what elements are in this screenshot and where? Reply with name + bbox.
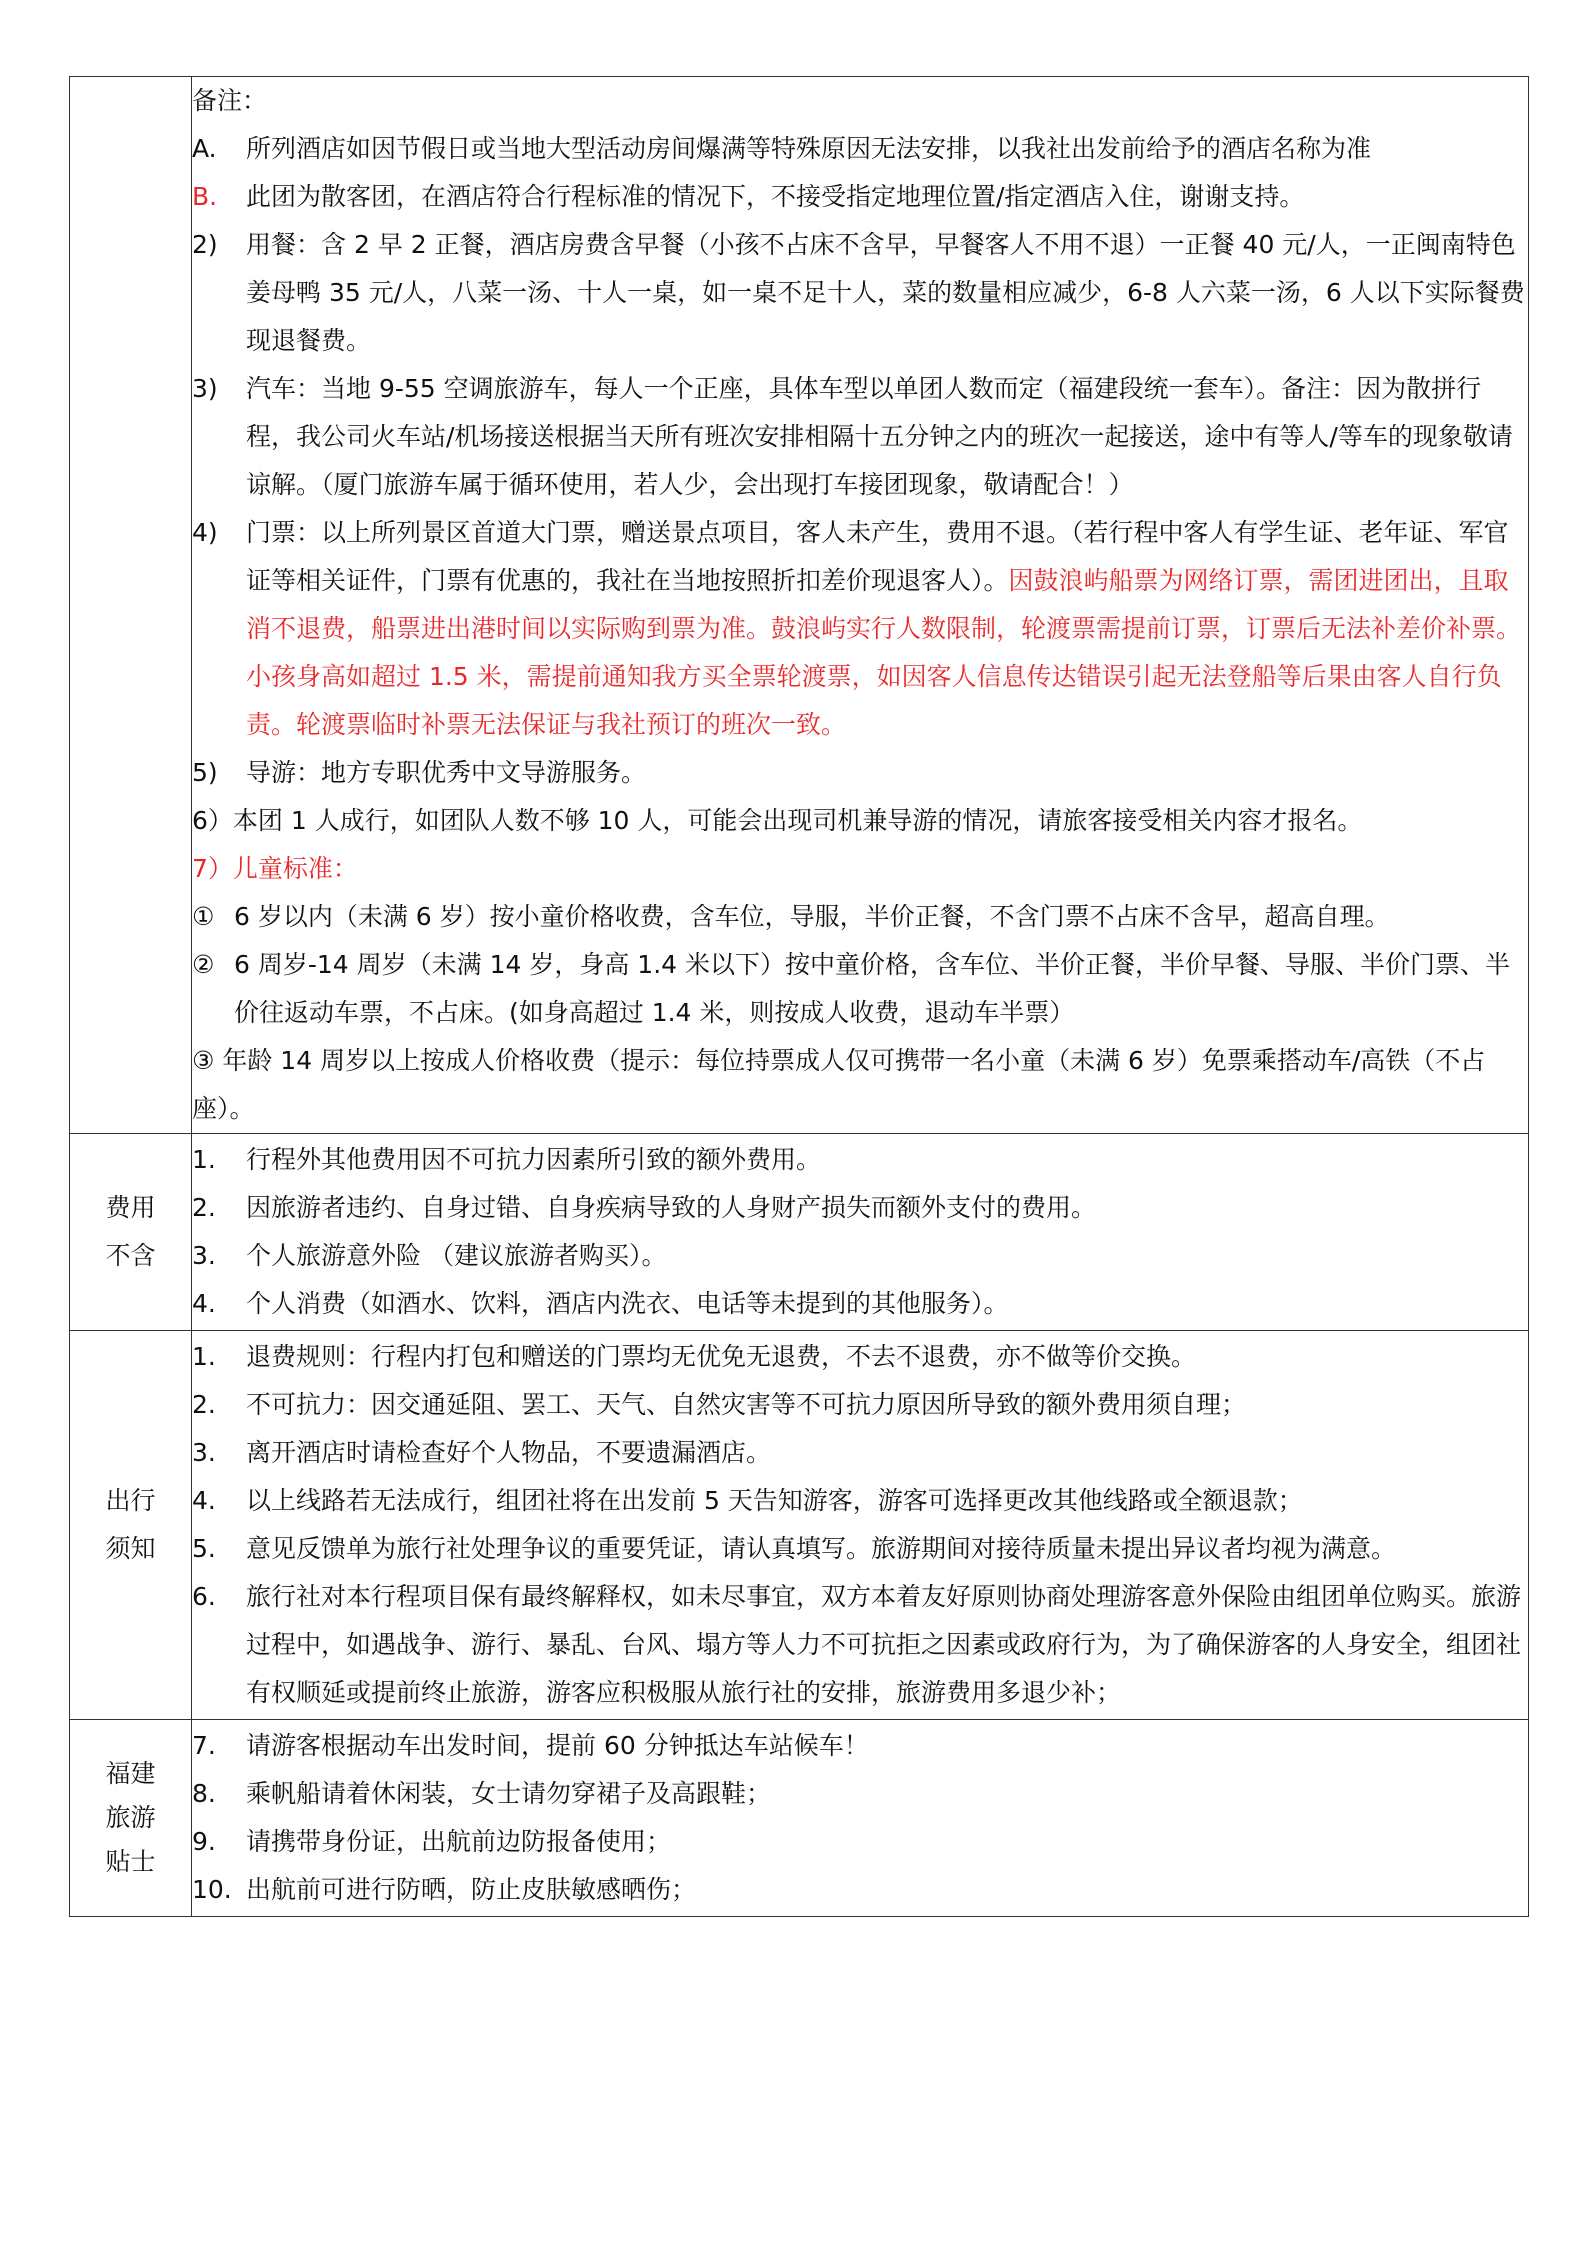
item-text: 请携带身份证，出航前边防报备使用； xyxy=(246,1827,672,1856)
marker: 2. xyxy=(192,1390,216,1419)
child-rule-1 xyxy=(192,893,1528,941)
list-item xyxy=(192,1722,1528,1770)
marker: 3. xyxy=(192,1438,216,1467)
item-text: 因旅游者违约、自身过错、自身疾病导致的人身财产损失而额外支付的费用。 xyxy=(246,1193,1097,1222)
label-line: 旅游 xyxy=(105,1803,156,1832)
label-line: 不含 xyxy=(105,1241,156,1270)
list-item xyxy=(192,1280,1528,1328)
list-item xyxy=(192,1818,1528,1866)
notes-row xyxy=(70,77,1529,1134)
item-text: 乘帆船请着休闲装，女士请勿穿裙子及高跟鞋； xyxy=(246,1779,772,1808)
label-line: 出行 xyxy=(105,1486,156,1515)
item-text: 行程外其他费用因不可抗力因素所引致的额外费用。 xyxy=(246,1145,822,1174)
notes-label-cell xyxy=(70,77,192,1134)
item-text: 个人旅游意外险 （建议旅游者购买）。 xyxy=(246,1241,667,1270)
note-text: 所列酒店如因节假日或当地大型活动房间爆满等特殊原因无法安排，以我社出发前给予的酒店名称为准 xyxy=(246,134,1372,163)
hotel-note-a xyxy=(192,125,1528,173)
car-note xyxy=(192,365,1528,509)
hotel-note-b xyxy=(192,173,1528,221)
list-item xyxy=(192,1184,1528,1232)
travel-notice-label-cell xyxy=(70,1331,192,1720)
meals-note xyxy=(192,221,1528,365)
marker: A. xyxy=(192,134,217,163)
marker: ① xyxy=(192,902,215,931)
item-text: 请游客根据动车出发时间，提前 60 分钟抵达车站候车！ xyxy=(246,1731,869,1760)
item-text: 不可抗力：因交通延阻、罢工、天气、自然灾害等不可抗力原因所导致的额外费用须自理； xyxy=(246,1390,1247,1419)
marker: ② xyxy=(192,950,215,979)
tickets-note xyxy=(192,509,1528,749)
notes-header: 备注： xyxy=(192,86,268,115)
note-text: 6 岁以内（未满 6 岁）按小童价格收费，含车位，导服，半价正餐，不含门票不占床不含早，超高自理。 xyxy=(234,902,1390,931)
fujian-tips-content-cell xyxy=(192,1720,1529,1917)
marker: 7. xyxy=(192,1731,216,1760)
marker: 10. xyxy=(192,1875,232,1904)
list-item xyxy=(192,1429,1528,1477)
marker: 6. xyxy=(192,1582,216,1611)
itinerary-table xyxy=(69,76,1529,1917)
label-line: 福建 xyxy=(105,1759,156,1788)
list-item xyxy=(192,1333,1528,1381)
item-text: 以上线路若无法成行，组团社将在出发前 5 天告知游客，游客可选择更改其他线路或全额退款； xyxy=(246,1486,1303,1515)
excluded-content-cell xyxy=(192,1134,1529,1331)
list-item xyxy=(192,1136,1528,1184)
list-item xyxy=(192,1770,1528,1818)
note-text: 6 周岁-14 周岁（未满 14 岁，身高 1.4 米以下）按中童价格，含车位、半价正餐，半价早餐、导服、半价门票、半价往返动车票，不占床。(如身高超过 1.4 米，则按成人收费，退动车半票） xyxy=(234,950,1510,1027)
travel-notice-row xyxy=(70,1331,1529,1720)
item-text: 个人消费（如酒水、饮料，酒店内洗衣、电话等未提到的其他服务）。 xyxy=(246,1289,1009,1318)
fujian-tips-row xyxy=(70,1720,1529,1917)
marker: 2) xyxy=(192,230,218,259)
travel-notice-content-cell xyxy=(192,1331,1529,1720)
item-text: 出航前可进行防晒，防止皮肤敏感晒伤； xyxy=(246,1875,697,1904)
item-text: 离开酒店时请检查好个人物品，不要遗漏酒店。 xyxy=(246,1438,772,1467)
item-text: 意见反馈单为旅行社处理争议的重要凭证，请认真填写。旅游期间对接待质量未提出异议者均视为满意。 xyxy=(246,1534,1397,1563)
list-item xyxy=(192,1573,1528,1717)
item-text: 旅行社对本行程项目保有最终解释权，如未尽事宜，双方本着友好原则协商处理游客意外保险由组团单位购买。旅游过程中，如遇战争、游行、暴乱、台风、塌方等人力不可抗拒之因素或政府行为，为了确保游客的人身安全，组团社有权顺延或提前终止旅游，游客应积极服从旅行社的安排，旅游费用多退少补； xyxy=(246,1582,1522,1707)
marker: 5) xyxy=(192,758,218,787)
note-text: 此团为散客团，在酒店符合行程标准的情况下，不接受指定地理位置/指定酒店入住，谢谢支持。 xyxy=(246,182,1305,211)
note-text: 用餐：含 2 早 2 正餐，酒店房费含早餐（小孩不占床不含早，早餐客人不用不退）一正餐 40 元/人，一正闽南特色姜母鸭 35 元/人，八菜一汤、十人一桌，如一桌不足十人，菜的数量相应减少，6-8 人六菜一汤，6 人以下实际餐费现退餐费。 xyxy=(246,230,1525,355)
group-size-note: 6）本团 1 人成行，如团队人数不够 10 人，可能会出现司机兼导游的情况，请旅客接受相关内容才报名。 xyxy=(192,806,1363,835)
label-line: 须知 xyxy=(105,1534,156,1563)
note-text xyxy=(246,509,1528,749)
excluded-row xyxy=(70,1134,1529,1331)
marker: 3. xyxy=(192,1241,216,1270)
note-text: 导游：地方专职优秀中文导游服务。 xyxy=(246,758,647,787)
marker: 1. xyxy=(192,1342,216,1371)
fujian-tips-label-cell xyxy=(70,1720,192,1917)
marker: 4. xyxy=(192,1289,216,1318)
list-item xyxy=(192,1866,1528,1914)
marker: 5. xyxy=(192,1534,216,1563)
marker: B. xyxy=(192,182,218,211)
list-item xyxy=(192,1381,1528,1429)
label-line: 费用 xyxy=(105,1193,156,1222)
item-text: 退费规则：行程内打包和赠送的门票均无优免无退费，不去不退费，亦不做等价交换。 xyxy=(246,1342,1197,1371)
label-line: 贴士 xyxy=(105,1847,156,1876)
note-text: 汽车：当地 9-55 空调旅游车，每人一个正座，具体车型以单团人数而定（福建段统一套车）。备注：因为散拼行程，我公司火车站/机场接送根据当天所有班次安排相隔十五分钟之内的班次一起接送，途中有等人/等车的现象敬请谅解。（厦门旅游车属于循环使用，若人少，会出现打车接团现象，敬请配合！） xyxy=(246,374,1513,499)
marker: 1. xyxy=(192,1145,216,1174)
list-item xyxy=(192,1525,1528,1573)
marker: 9. xyxy=(192,1827,216,1856)
marker: 4) xyxy=(192,518,218,547)
marker: 4. xyxy=(192,1486,216,1515)
child-rule-3: ③ 年龄 14 周岁以上按成人价格收费（提示：每位持票成人仅可携带一名小童（未满 6 岁）免票乘搭动车/高铁（不占座）。 xyxy=(192,1046,1486,1123)
excluded-label-cell xyxy=(70,1134,192,1331)
tickets-text: 门票：以上所列景区首道大门票，赠送景点项目，客人未产生，费用不退。（若行程中客人有学生证、老年证、军官证等相关证件，门票有优惠的，我社在当地按照折扣差价现退客人）。 xyxy=(246,518,1509,595)
ferry-warning-text: 因鼓浪屿船票为网络订票，需团进团出，且取消不退费，船票进出港时间以实际购到票为准。鼓浪屿实行人数限制，轮渡票需提前订票，订票后无法补差价补票。小孩身高如超过 1.5 米，需提前通知我方买全票轮渡票，如因客人信息传达错误引起无法登船等后果由客人自行负责。轮渡票临时补票无法保证与我社预订的班次一致。 xyxy=(246,566,1522,739)
list-item xyxy=(192,1477,1528,1525)
child-standard-title: 7）儿童标准： xyxy=(192,854,358,883)
marker: 8. xyxy=(192,1779,216,1808)
guide-note xyxy=(192,749,1528,797)
child-rule-2 xyxy=(192,941,1528,1037)
list-item xyxy=(192,1232,1528,1280)
marker: 3) xyxy=(192,374,218,403)
marker: 2. xyxy=(192,1193,216,1222)
notes-content-cell xyxy=(192,77,1529,1134)
